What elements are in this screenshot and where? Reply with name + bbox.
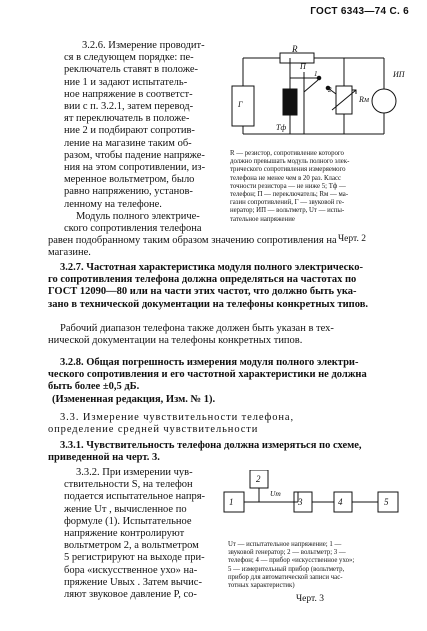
figure-2-circuit [226,34,414,144]
voltmeter-circle [372,89,396,113]
caption-line: 5 — измерительный прибор (вольтметр, [228,565,345,573]
page-number: С. 6 [389,6,409,17]
text-line: зано в технической документации на телефоны конкретных типов. [48,298,368,310]
label-P: П [300,62,306,71]
section-3-2-7 [48,262,420,311]
text-line: ГОСТ 12090—80 или на части этих частот, что должно быть ука- [48,286,357,298]
block-5-label: 5 [384,497,389,507]
edition-note: (Измененная редакция, Изм. № 1). [52,393,216,405]
text-line: бора «искусственное ухо» на- [64,564,198,576]
text-line: реключатель ставят в положе- [64,64,198,76]
text-line: быть более ±0,5 дБ. [48,381,140,393]
section-3-2-6-tail [48,235,418,259]
label-G: Г [238,100,243,109]
caption-line: телефона не менее чем в 20 раз. Класс [230,174,341,182]
text-line: Рабочий диапазон телефона также должен быть указан в тех- [60,323,334,334]
caption-line: прибор для автоматической записи час- [228,573,343,581]
ut-label: Uт [270,489,281,498]
block-2-label: 2 [256,474,261,484]
caption-line: нератор; ИП — вольтметр, Uт — испы- [230,207,345,215]
block-1 [224,492,244,512]
working-range [48,323,420,347]
text-line: ят переключатель в положе- [64,113,190,125]
figure-2-title: Черт. 2 [338,234,366,244]
standard-number: ГОСТ 6343—74 [310,6,387,17]
text-line: ствительности S, на телефон [64,479,193,491]
text-line: вольтметром 2, а вольтметром [64,540,199,552]
figure-3-block-diagram [222,470,422,534]
text-line: равен подобранному таким образом значению сопротивления на [48,235,337,246]
text-line: ния на этом сопротивлении, из- [64,162,206,174]
text-line: ние 1 и задают испытатель- [64,76,188,88]
text-line: ческого сопротивления и его частотной характеристики не должна [48,369,367,381]
text-line: нической документации на телефоны конкретных типов. [48,335,303,347]
caption-line: R — резистор, сопротивление которого [230,150,344,157]
section-3-3-heading [48,412,420,436]
text-line: 3.2.8. Общая погрешность измерения модуля полного электри- [60,357,359,368]
text-line: жение Uт , вычисленное по [64,503,187,515]
label-RM: Rм [359,95,369,104]
section-3-3-2 [64,467,220,601]
caption-line: телефон; 4 — прибор «искусственное ухо»; [228,557,355,565]
caption-line: звуковой генератор; 2 — вольтметр; 3 — [228,549,346,557]
text-line: формуле (1). Испытательное [64,515,192,527]
caption-line: должно превышать модуль полного элек- [230,158,350,166]
label-2: 2 [328,86,332,94]
block-1-label: 1 [229,497,234,507]
text-line: ляют звуковое давление P, со- [64,589,197,601]
caption-line: трического сопротивления измеряемого [230,166,346,174]
text-line: приведенной на черт. 3. [48,452,160,464]
caption-line: телефон; П — переключатель; Rм — ма- [230,191,349,199]
text-line: ся в следующем порядке: пе- [64,52,194,64]
block-4 [334,492,352,512]
text-line: ное напряжение в соответст- [64,88,193,100]
text-line: меренное вольтметром, было [64,174,195,186]
text-line: напряжение контролируют [64,528,185,540]
label-R: R [292,44,298,54]
figure-2-caption [230,150,416,224]
label-IP: ИП [393,70,405,79]
label-TF: Тф [276,123,287,132]
generator-box [232,86,254,126]
figure-3-caption [228,541,418,590]
caption-line: тательное напряжение [230,215,295,223]
text-line: подается испытательное напря- [64,491,206,503]
telephone-TF [283,89,297,115]
section-3-2-6 [64,40,220,235]
text-line: 5 регистрируют на выходе при- [64,552,205,564]
text-line: 3.2.6. Измерение проводит- [82,40,205,51]
caption-line: тотных характеристик) [228,582,295,590]
text-line: Модуль полного электриче- [76,210,200,222]
text-line: 3.2.7. Частотная характеристика модуля полного электрическо- [60,262,363,273]
text-line: разом, чтобы падение напряже- [64,149,205,161]
resistor-R [280,53,314,63]
text-line: 3.3. Измерение чувствительности телефона, [60,412,294,423]
text-line: вии с п. 3.2.1, затем перевод- [64,101,194,113]
caption-line: точности резистора — не ниже 5; Tф — [230,182,346,190]
text-line: 3.3.2. При измерении чув- [76,467,193,478]
text-line: магазине. [48,247,91,259]
section-3-2-8 [48,357,420,406]
text-line: го сопротивления телефона должна определяться на частотах по [48,274,357,286]
caption-line: Uт — испытательное напряжение; 1 — [228,541,342,548]
figure-3-title: Черт. 3 [296,594,324,604]
block-4-label: 4 [338,497,343,507]
text-line: ленному на телефоне. [64,198,162,210]
text-line: пряжение Uвых . Затем вычис- [64,576,202,588]
text-line: равно напряжению, установ- [64,186,193,198]
page-header [310,6,409,17]
text-line: ление на магазине таким об- [64,137,192,149]
text-line: 3.3.1. Чувствительность телефона должна измеряться по схеме, [60,440,362,451]
caption-line: газин сопротивлений, Г — звуковой ге- [230,199,345,207]
text-line: определение средней чувствительности [48,424,259,436]
section-3-3-1 [48,440,420,464]
text-line: ние 2 и подбирают сопротив- [64,125,195,137]
label-1: 1 [314,70,318,78]
block-3-label: 3 [298,497,303,507]
text-line: ского сопротивления телефона [64,223,202,235]
